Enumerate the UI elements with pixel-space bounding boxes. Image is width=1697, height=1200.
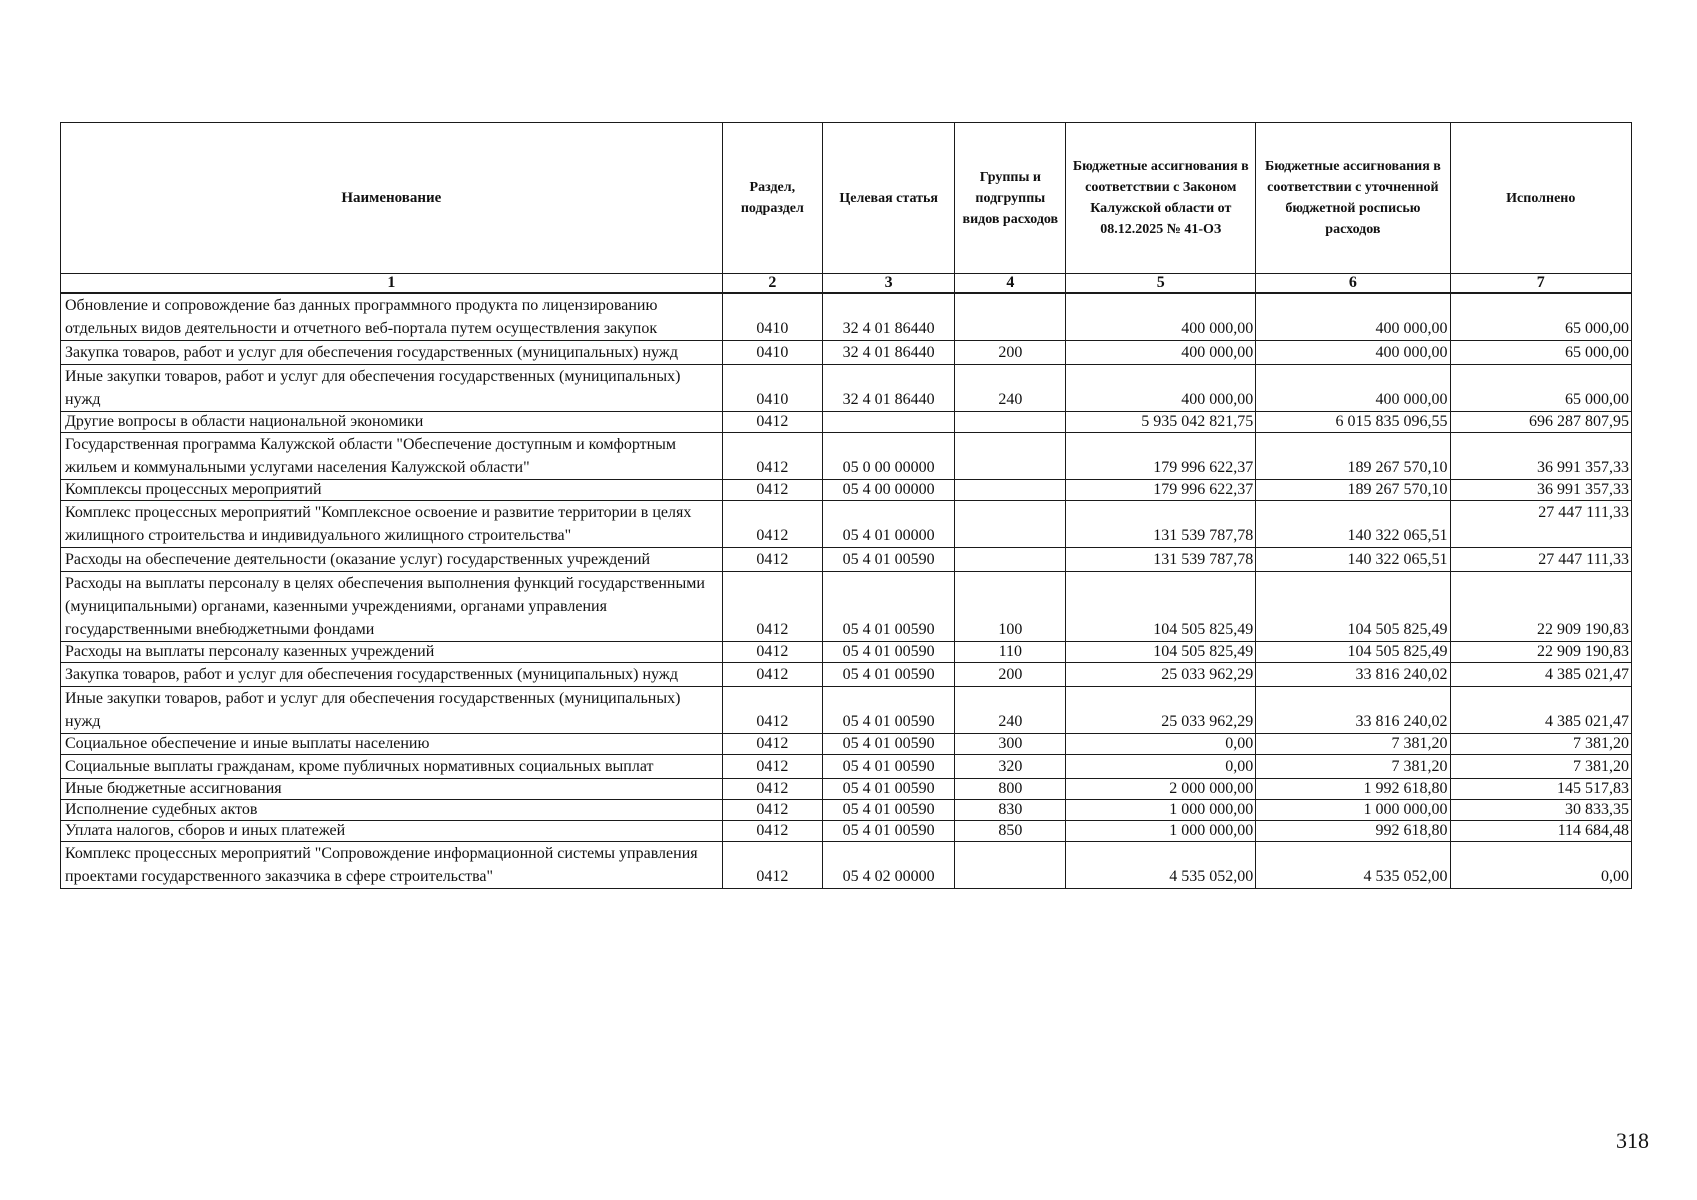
row-law-amount: 400 000,00 bbox=[1066, 293, 1256, 341]
row-target: 05 4 01 00590 bbox=[823, 548, 955, 572]
row-section: 0412 bbox=[722, 412, 822, 433]
row-refined-amount: 400 000,00 bbox=[1256, 365, 1450, 412]
row-executed-amount: 4 385 021,47 bbox=[1450, 687, 1631, 734]
row-group: 240 bbox=[955, 687, 1066, 734]
row-law-amount: 0,00 bbox=[1066, 734, 1256, 755]
row-refined-amount: 33 816 240,02 bbox=[1256, 663, 1450, 687]
row-refined-amount: 104 505 825,49 bbox=[1256, 572, 1450, 642]
row-law-amount: 131 539 787,78 bbox=[1066, 548, 1256, 572]
row-executed-amount: 4 385 021,47 bbox=[1450, 663, 1631, 687]
page-number: 318 bbox=[1616, 1128, 1649, 1153]
row-name: Закупка товаров, работ и услуг для обеспечения государственных (муниципальных) нужд bbox=[61, 341, 723, 365]
row-law-amount: 1 000 000,00 bbox=[1066, 821, 1256, 842]
row-refined-amount: 6 015 835 096,55 bbox=[1256, 412, 1450, 433]
row-name: Обновление и сопровождение баз данных программного продукта по лицензированию отдельных видов деятельности и отчетного веб-портала путем осуществления закупок bbox=[61, 293, 723, 341]
row-section: 0412 bbox=[722, 663, 822, 687]
row-refined-amount: 189 267 570,10 bbox=[1256, 433, 1450, 480]
row-refined-amount: 4 535 052,00 bbox=[1256, 842, 1450, 889]
row-refined-amount: 400 000,00 bbox=[1256, 341, 1450, 365]
column-number: 7 bbox=[1450, 274, 1631, 294]
row-group bbox=[955, 412, 1066, 433]
row-group: 110 bbox=[955, 642, 1066, 663]
row-target: 32 4 01 86440 bbox=[823, 365, 955, 412]
row-executed-amount: 65 000,00 bbox=[1450, 341, 1631, 365]
header-name: Наименование bbox=[61, 123, 723, 274]
row-law-amount: 4 535 052,00 bbox=[1066, 842, 1256, 889]
row-section: 0412 bbox=[722, 734, 822, 755]
row-refined-amount: 140 322 065,51 bbox=[1256, 501, 1450, 548]
table-row bbox=[61, 687, 1632, 734]
row-section: 0412 bbox=[722, 433, 822, 480]
row-section: 0410 bbox=[722, 365, 822, 412]
row-name: Социальные выплаты гражданам, кроме публичных нормативных социальных выплат bbox=[61, 755, 723, 779]
column-number: 6 bbox=[1256, 274, 1450, 294]
row-target: 05 4 01 00590 bbox=[823, 572, 955, 642]
row-law-amount: 5 935 042 821,75 bbox=[1066, 412, 1256, 433]
row-section: 0412 bbox=[722, 779, 822, 800]
row-law-amount: 400 000,00 bbox=[1066, 341, 1256, 365]
row-target: 05 4 01 00590 bbox=[823, 642, 955, 663]
row-name: Государственная программа Калужской области "Обеспечение доступным и комфортным жильем и коммунальными услугами населения Калужской области" bbox=[61, 433, 723, 480]
row-group bbox=[955, 548, 1066, 572]
row-group: 240 bbox=[955, 365, 1066, 412]
row-law-amount: 2 000 000,00 bbox=[1066, 779, 1256, 800]
row-executed-amount: 27 447 111,33 bbox=[1450, 548, 1631, 572]
row-section: 0412 bbox=[722, 687, 822, 734]
row-section: 0412 bbox=[722, 842, 822, 889]
table-row bbox=[61, 821, 1632, 842]
table-row bbox=[61, 755, 1632, 779]
header-target: Целевая статья bbox=[823, 123, 955, 274]
row-section: 0412 bbox=[722, 548, 822, 572]
row-target: 32 4 01 86440 bbox=[823, 293, 955, 341]
row-executed-amount: 114 684,48 bbox=[1450, 821, 1631, 842]
row-section: 0412 bbox=[722, 501, 822, 548]
row-refined-amount: 189 267 570,10 bbox=[1256, 480, 1450, 501]
table-row bbox=[61, 412, 1632, 433]
row-target: 05 4 01 00590 bbox=[823, 779, 955, 800]
header-refined: Бюджетные ассигнования в соответствии с уточненной бюджетной росписью расходов bbox=[1256, 123, 1450, 274]
row-target: 05 4 00 00000 bbox=[823, 480, 955, 501]
row-name: Расходы на обеспечение деятельности (оказание услуг) государственных учреждений bbox=[61, 548, 723, 572]
table-row bbox=[61, 800, 1632, 821]
table-row bbox=[61, 365, 1632, 412]
row-executed-amount: 30 833,35 bbox=[1450, 800, 1631, 821]
header-group: Группы и подгруппы видов расходов bbox=[955, 123, 1066, 274]
row-target: 05 4 01 00000 bbox=[823, 501, 955, 548]
row-refined-amount: 400 000,00 bbox=[1256, 293, 1450, 341]
row-refined-amount: 1 992 618,80 bbox=[1256, 779, 1450, 800]
row-group: 850 bbox=[955, 821, 1066, 842]
row-executed-amount: 7 381,20 bbox=[1450, 755, 1631, 779]
row-target: 05 4 01 00590 bbox=[823, 800, 955, 821]
row-target bbox=[823, 412, 955, 433]
row-law-amount: 104 505 825,49 bbox=[1066, 642, 1256, 663]
table-row bbox=[61, 663, 1632, 687]
row-group: 320 bbox=[955, 755, 1066, 779]
row-law-amount: 25 033 962,29 bbox=[1066, 687, 1256, 734]
column-number: 4 bbox=[955, 274, 1066, 294]
table-row bbox=[61, 842, 1632, 889]
row-group: 800 bbox=[955, 779, 1066, 800]
row-target: 05 4 01 00590 bbox=[823, 821, 955, 842]
row-name: Иные закупки товаров, работ и услуг для обеспечения государственных (муниципальных) нужд bbox=[61, 365, 723, 412]
row-name: Расходы на выплаты персоналу казенных учреждений bbox=[61, 642, 723, 663]
row-law-amount: 0,00 bbox=[1066, 755, 1256, 779]
table-body bbox=[61, 293, 1632, 889]
header-law: Бюджетные ассигнования в соответствии с Законом Калужской области от 08.12.2025 № 41-ОЗ bbox=[1066, 123, 1256, 274]
row-name: Социальное обеспечение и иные выплаты населению bbox=[61, 734, 723, 755]
column-number: 3 bbox=[823, 274, 955, 294]
row-group: 830 bbox=[955, 800, 1066, 821]
row-executed-amount: 22 909 190,83 bbox=[1450, 642, 1631, 663]
row-executed-amount: 36 991 357,33 bbox=[1450, 480, 1631, 501]
row-group: 200 bbox=[955, 341, 1066, 365]
table-row bbox=[61, 779, 1632, 800]
row-group: 300 bbox=[955, 734, 1066, 755]
column-number: 5 bbox=[1066, 274, 1256, 294]
row-law-amount: 1 000 000,00 bbox=[1066, 800, 1256, 821]
row-target: 05 4 01 00590 bbox=[823, 687, 955, 734]
row-section: 0412 bbox=[722, 821, 822, 842]
row-refined-amount: 7 381,20 bbox=[1256, 734, 1450, 755]
row-name: Расходы на выплаты персоналу в целях обеспечения выполнения функций государственными (муниципальными) органами, казенными учреждениями, органами управления государственными внебюджетными фондами bbox=[61, 572, 723, 642]
row-refined-amount: 7 381,20 bbox=[1256, 755, 1450, 779]
table-row bbox=[61, 548, 1632, 572]
row-name: Иные бюджетные ассигнования bbox=[61, 779, 723, 800]
row-group: 200 bbox=[955, 663, 1066, 687]
row-section: 0410 bbox=[722, 341, 822, 365]
table-row bbox=[61, 501, 1632, 548]
row-executed-amount: 65 000,00 bbox=[1450, 365, 1631, 412]
table-header bbox=[61, 123, 1632, 294]
budget-table bbox=[60, 122, 1632, 889]
row-target: 05 4 01 00590 bbox=[823, 734, 955, 755]
row-executed-amount: 145 517,83 bbox=[1450, 779, 1631, 800]
header-section: Раздел, подраздел bbox=[722, 123, 822, 274]
table-row bbox=[61, 642, 1632, 663]
row-law-amount: 179 996 622,37 bbox=[1066, 480, 1256, 501]
row-group bbox=[955, 501, 1066, 548]
table-row bbox=[61, 734, 1632, 755]
row-name: Закупка товаров, работ и услуг для обеспечения государственных (муниципальных) нужд bbox=[61, 663, 723, 687]
row-law-amount: 104 505 825,49 bbox=[1066, 572, 1256, 642]
row-name: Уплата налогов, сборов и иных платежей bbox=[61, 821, 723, 842]
table-row bbox=[61, 433, 1632, 480]
row-law-amount: 131 539 787,78 bbox=[1066, 501, 1256, 548]
row-name: Комплекс процессных мероприятий "Комплексное освоение и развитие территории в целях жилищного строительства и индивидуального жилищного строительства" bbox=[61, 501, 723, 548]
table-row bbox=[61, 480, 1632, 501]
column-number-row bbox=[61, 274, 1632, 294]
row-executed-amount: 27 447 111,33 bbox=[1450, 501, 1631, 548]
row-law-amount: 400 000,00 bbox=[1066, 365, 1256, 412]
row-executed-amount: 22 909 190,83 bbox=[1450, 572, 1631, 642]
row-group bbox=[955, 433, 1066, 480]
row-section: 0410 bbox=[722, 293, 822, 341]
row-refined-amount: 104 505 825,49 bbox=[1256, 642, 1450, 663]
row-name: Другие вопросы в области национальной экономики bbox=[61, 412, 723, 433]
row-target: 05 4 01 00590 bbox=[823, 755, 955, 779]
row-refined-amount: 140 322 065,51 bbox=[1256, 548, 1450, 572]
row-group bbox=[955, 480, 1066, 501]
row-target: 05 4 02 00000 bbox=[823, 842, 955, 889]
row-name: Комплекс процессных мероприятий "Сопровождение информационной системы управления проектами государственного заказчика в сфере строительства" bbox=[61, 842, 723, 889]
header-executed: Исполнено bbox=[1450, 123, 1631, 274]
row-target: 05 4 01 00590 bbox=[823, 663, 955, 687]
row-refined-amount: 1 000 000,00 bbox=[1256, 800, 1450, 821]
row-group bbox=[955, 842, 1066, 889]
row-section: 0412 bbox=[722, 572, 822, 642]
row-name: Исполнение судебных актов bbox=[61, 800, 723, 821]
header-row bbox=[61, 123, 1632, 274]
row-group: 100 bbox=[955, 572, 1066, 642]
row-executed-amount: 65 000,00 bbox=[1450, 293, 1631, 341]
row-executed-amount: 696 287 807,95 bbox=[1450, 412, 1631, 433]
column-number: 2 bbox=[722, 274, 822, 294]
table-row bbox=[61, 293, 1632, 341]
row-name: Комплексы процессных мероприятий bbox=[61, 480, 723, 501]
row-executed-amount: 7 381,20 bbox=[1450, 734, 1631, 755]
row-target: 05 0 00 00000 bbox=[823, 433, 955, 480]
row-section: 0412 bbox=[722, 800, 822, 821]
row-section: 0412 bbox=[722, 755, 822, 779]
row-target: 32 4 01 86440 bbox=[823, 341, 955, 365]
row-law-amount: 25 033 962,29 bbox=[1066, 663, 1256, 687]
row-executed-amount: 0,00 bbox=[1450, 842, 1631, 889]
row-group bbox=[955, 293, 1066, 341]
column-number: 1 bbox=[61, 274, 723, 294]
table-row bbox=[61, 572, 1632, 642]
row-section: 0412 bbox=[722, 642, 822, 663]
table-row bbox=[61, 341, 1632, 365]
row-refined-amount: 992 618,80 bbox=[1256, 821, 1450, 842]
row-name: Иные закупки товаров, работ и услуг для обеспечения государственных (муниципальных) нужд bbox=[61, 687, 723, 734]
row-law-amount: 179 996 622,37 bbox=[1066, 433, 1256, 480]
row-executed-amount: 36 991 357,33 bbox=[1450, 433, 1631, 480]
row-refined-amount: 33 816 240,02 bbox=[1256, 687, 1450, 734]
row-section: 0412 bbox=[722, 480, 822, 501]
